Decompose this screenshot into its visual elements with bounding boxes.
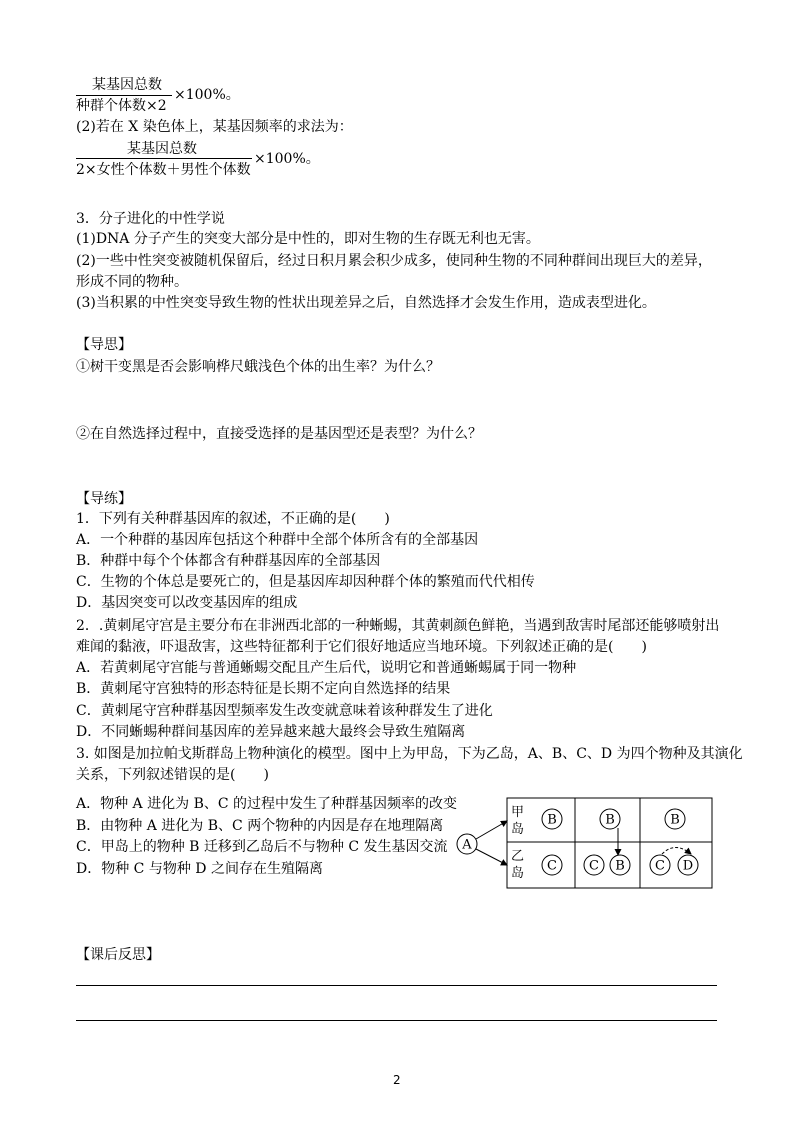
daosi-heading: 【导思】 — [76, 337, 132, 353]
daosi-question2: ②在自然选择过程中，直接受选择的是基因型还是表型？为什么？ — [76, 426, 482, 442]
island-bottom-char2: 岛 — [511, 866, 525, 881]
q2-stem-line1: 2．.黄刺尾守宫是主要分布在非洲西北部的一种蜥蜴，其黄刺颜色鲜艳，当遇到敌害时尾部还能够喷射出 — [76, 618, 720, 634]
formula2-intro: (2)若在 X 染色体上，某基因频率的求法为： — [76, 119, 353, 135]
species-c-label-3: C — [655, 858, 665, 874]
reflection-line-2 — [76, 1020, 717, 1021]
daolian-heading: 【导练】 — [76, 491, 132, 507]
reflection-line-1 — [76, 985, 717, 986]
q1-option-b: B．种群中每个个体都含有种群基因库的全部基因 — [76, 553, 381, 569]
q1-option-c: C．生物的个体总是要死亡的，但是基因库却因种群个体的繁殖而代代相传 — [76, 574, 535, 590]
q2-option-b: B．黄刺尾守宫独特的形态特征是长期不定向自然选择的结果 — [76, 681, 451, 697]
q1-option-a: A．一个种群的基因库包括这个种群中全部个体所含有的全部基因 — [76, 532, 479, 548]
arrow-a-to-b — [476, 821, 507, 839]
formula1-denominator: 种群个体数×2 — [76, 98, 167, 114]
formula2-suffix: ×100%。 — [254, 151, 320, 167]
species-c-label-2: C — [589, 858, 599, 874]
q2-option-d: D．不同蜥蜴种群间基因库的差异越来越大最终会导致生殖隔离 — [76, 724, 466, 740]
reflection-heading: 【课后反思】 — [76, 947, 160, 963]
island-bottom-char1: 乙 — [511, 849, 525, 864]
species-a-label: A — [462, 837, 472, 853]
island-top-char1: 甲 — [511, 805, 525, 820]
q3-stem-line1: 3. 如图是加拉帕戈斯群岛上物种演化的模型。图中上为甲岛，下为乙岛，A、B、C、D 为四个物种及其演化 — [76, 746, 743, 762]
q1-option-d: D．基因突变可以改变基因库的组成 — [76, 595, 298, 611]
species-evolution-diagram — [455, 797, 715, 891]
species-b-label-3: B — [615, 858, 625, 874]
formula2-denominator: 2×女性个体数＋男性个体数 — [76, 162, 251, 178]
q2-option-c: C．黄刺尾守宫种群基因型频率发生改变就意味着该种群发生了进化 — [76, 703, 493, 719]
formula2-fraction-line — [76, 158, 252, 159]
page-number: 2 — [393, 1073, 401, 1087]
formula1-fraction-line — [76, 95, 172, 96]
q3-option-b: B．由物种 A 进化为 B、C 两个物种的内因是存在地理隔离 — [76, 818, 444, 834]
arrow-c-to-d — [662, 848, 691, 855]
species-d-label: D — [682, 858, 694, 874]
q3-option-d: D．物种 C 与物种 D 之间存在生殖隔离 — [76, 861, 323, 877]
q3-option-c: C．甲岛上的物种 B 迁移到乙岛后不与物种 C 发生基因交流 — [76, 839, 448, 855]
species-b-label-1: B — [547, 812, 557, 828]
arrow-a-to-c — [476, 849, 507, 865]
q2-option-a: A．若黄刺尾守宫能与普通蜥蜴交配且产生后代，说明它和普通蜥蜴属于同一物种 — [76, 660, 577, 676]
q2-stem-line2: 难闻的黏液，吓退敌害，这些特征都利于它们很好地适应当地环境。下列叙述正确的是( ) — [76, 639, 647, 655]
formula1-suffix: ×100%。 — [174, 87, 240, 103]
island-top-char2: 岛 — [511, 822, 525, 837]
section3-point2-line1: (2)一些中性突变被随机保留后，经过日积月累会积少成多，使同种生物的不同种群间出现巨大的差异， — [76, 253, 712, 269]
q1-stem: 1．下列有关种群基因库的叙述，不正确的是( ) — [76, 511, 390, 527]
formula2-numerator: 某基因总数 — [127, 141, 197, 157]
section3-point2-line2: 形成不同的物种。 — [76, 274, 188, 290]
section3-title: 3．分子进化的中性学说 — [76, 211, 225, 227]
q3-option-a: A．物种 A 进化为 B、C 的过程中发生了种群基因频率的改变 — [76, 796, 458, 812]
section3-point1: (1)DNA 分子产生的突变大部分是中性的，即对生物的生存既无利也无害。 — [76, 231, 540, 247]
daosi-question1: ①树干变黑是否会影响桦尺蛾浅色个体的出生率？为什么？ — [76, 359, 440, 375]
formula1-numerator: 某基因总数 — [92, 77, 162, 93]
species-b-label-4: B — [670, 812, 680, 828]
species-b-label-2: B — [605, 812, 615, 828]
section3-point3: (3)当积累的中性突变导致生物的性状出现差异之后，自然选择才会发生作用，造成表型进化。 — [76, 295, 656, 311]
q3-stem-line2: 关系，下列叙述错误的是( ) — [76, 767, 269, 783]
species-c-label-1: C — [547, 858, 557, 874]
